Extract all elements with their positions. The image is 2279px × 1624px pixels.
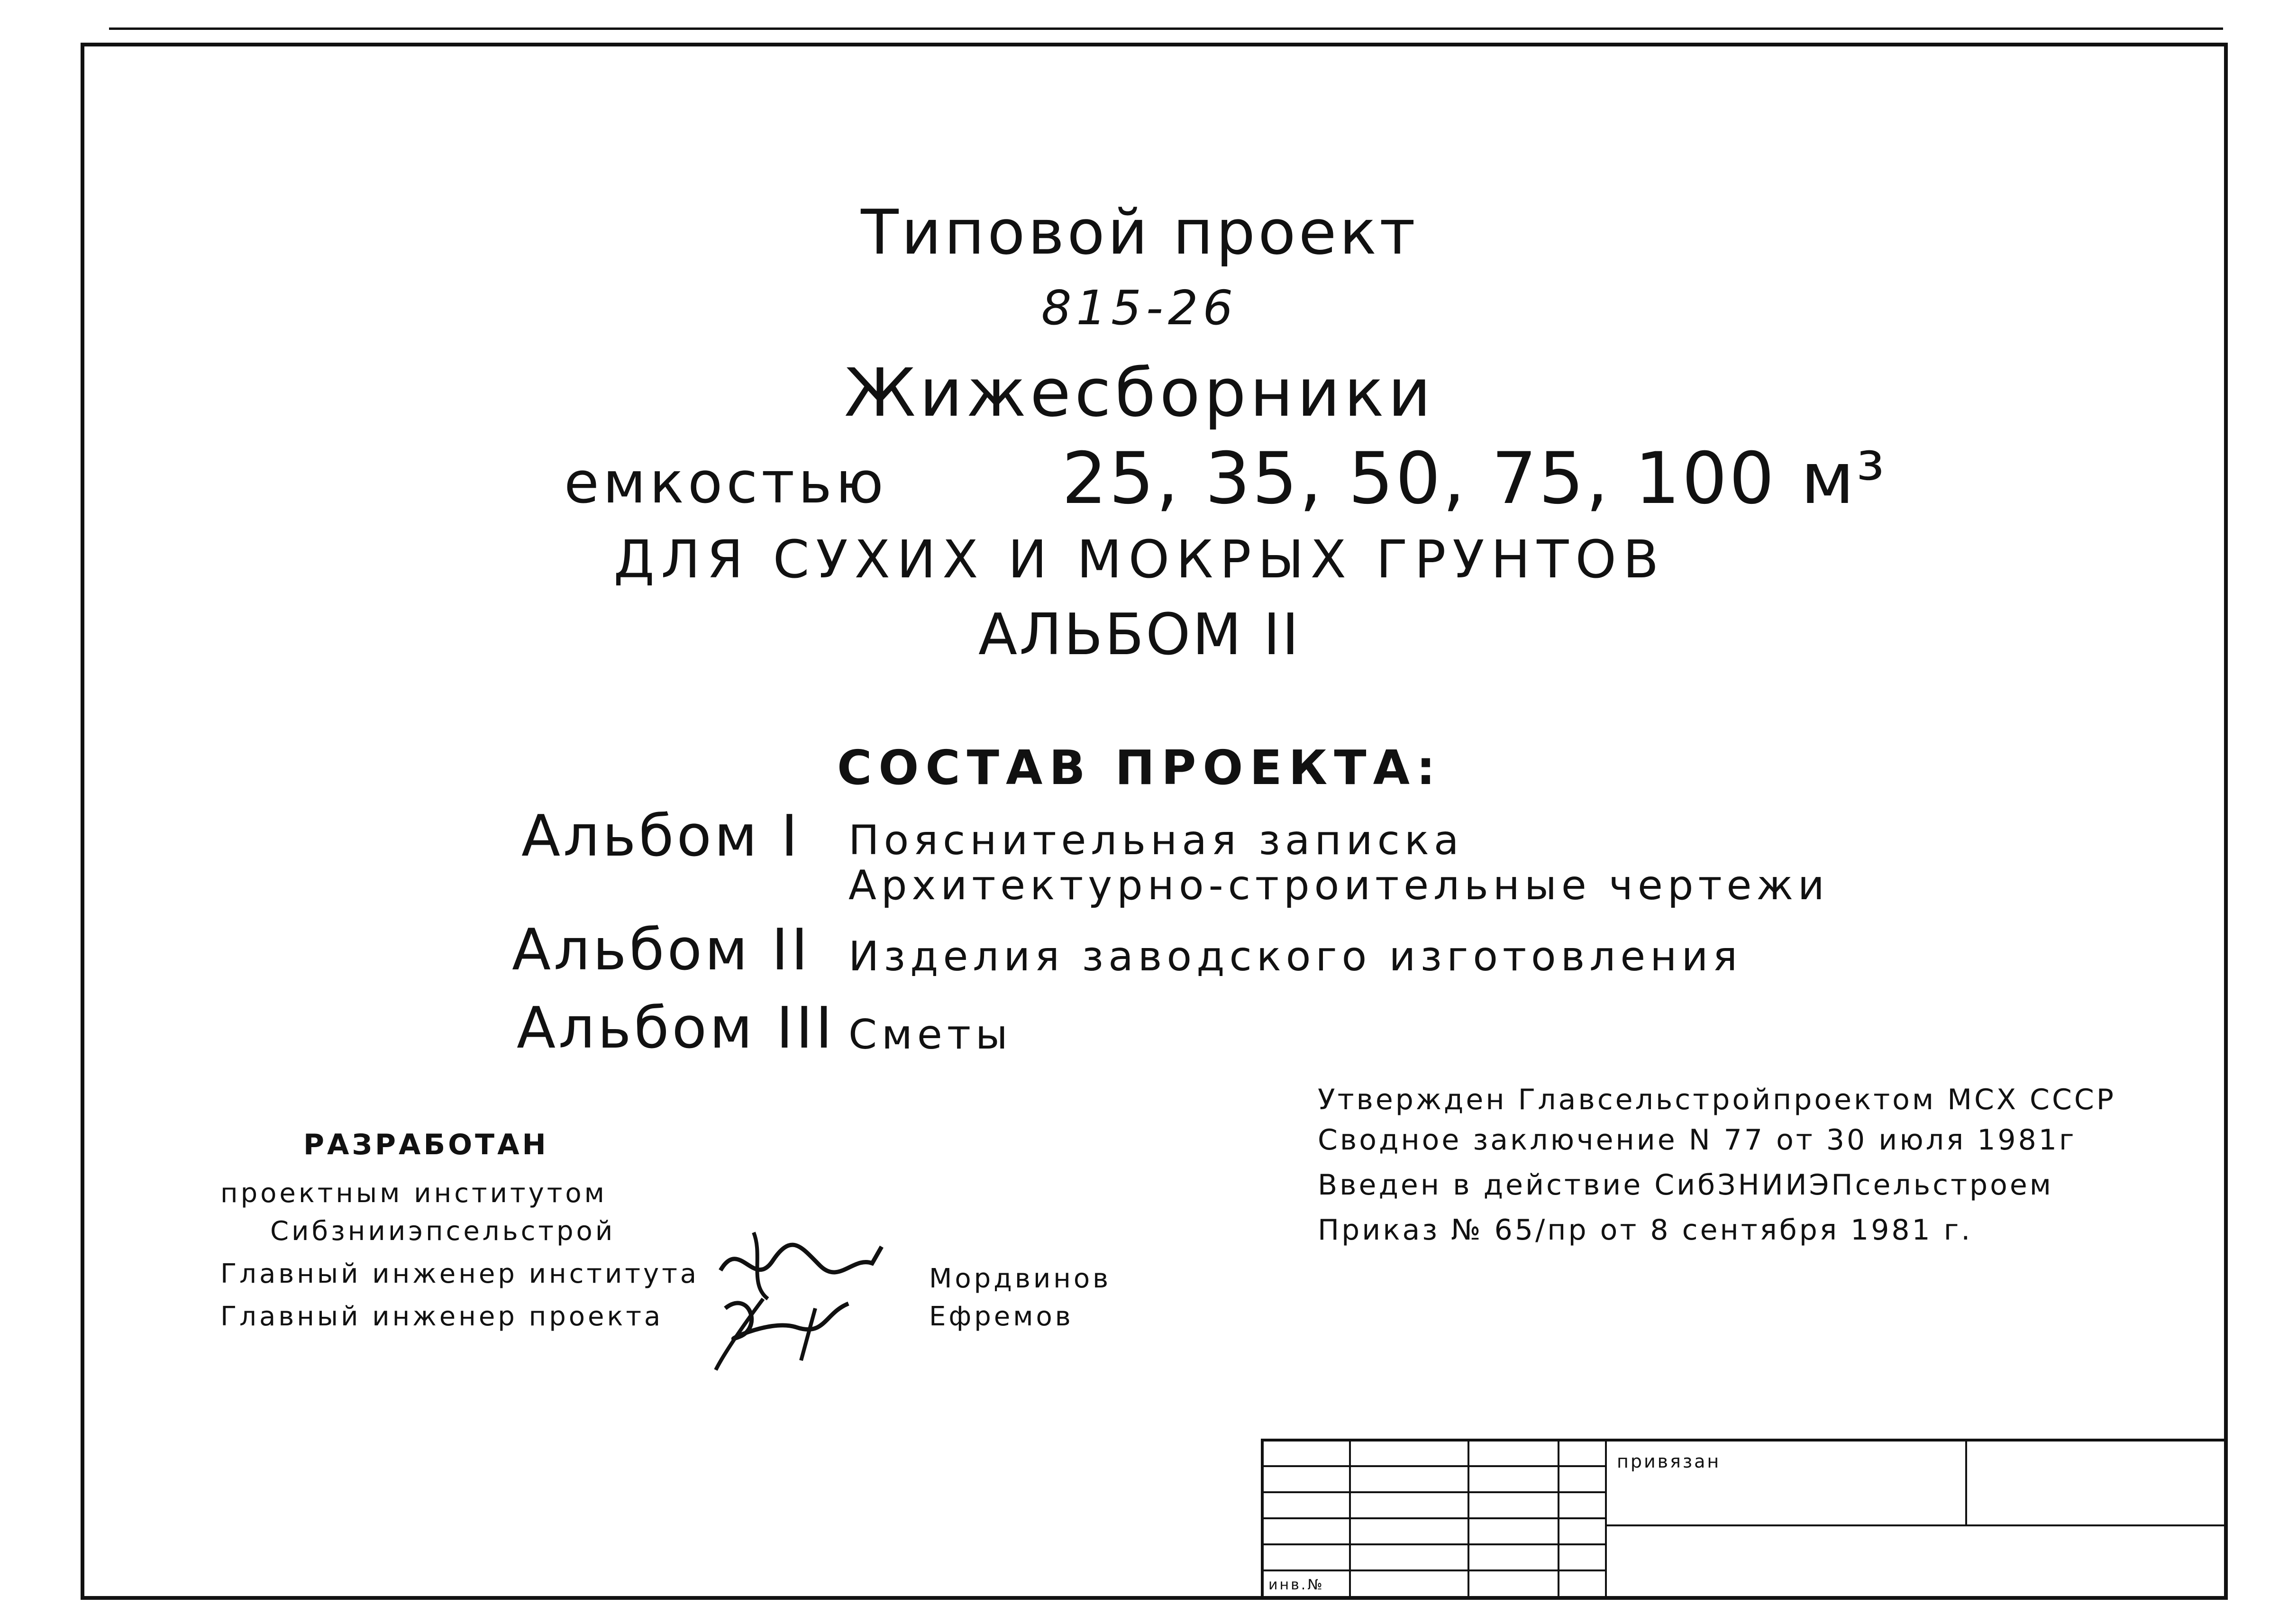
developer-heading: РАЗРАБОТАН: [303, 1128, 549, 1161]
capacity-label: емкостью: [564, 450, 887, 516]
stamp-inv-label: инв.№: [1268, 1577, 1324, 1593]
project-code: 815-26: [1041, 280, 1238, 336]
approval-line-1: Утвержден Главсельстройпроектом МСХ СССР: [1318, 1083, 2116, 1116]
chief-institute-name: Мордвинов: [929, 1263, 1112, 1294]
stamp-table: [1261, 1439, 2228, 1600]
soil-types: ДЛЯ СУХИХ И МОКРЫХ ГРУНТОВ: [613, 529, 1666, 590]
album-1-label: Альбом I: [521, 803, 801, 869]
approval-line-4: Приказ № 65/пр от 8 сентября 1981 г.: [1318, 1213, 1973, 1247]
doc-type: Типовой проект: [861, 196, 1418, 268]
developer-institute: Сибзнииэпсельстрой: [270, 1216, 616, 1247]
approval-line-3: Введен в действие СибЗНИИЭПсельстроем: [1318, 1168, 2054, 1202]
album-2-label: Альбом II: [512, 917, 811, 983]
album-2-line-1: Изделия заводского изготовления: [848, 933, 1742, 980]
album-1-line-2: Архитектурно-строительные чертежи: [848, 862, 1829, 909]
chief-project-name: Ефремов: [929, 1301, 1074, 1332]
composition-heading: СОСТАВ ПРОЕКТА:: [837, 740, 1442, 795]
approval-line-2: Сводное заключение N 77 от 30 июля 1981г: [1318, 1123, 2077, 1157]
chief-project-role: Главный инженер проекта: [220, 1301, 664, 1332]
album-1-line-1: Пояснительная записка: [848, 817, 1464, 864]
signature-efremov: [706, 1280, 877, 1375]
chief-institute-role: Главный инженер института: [220, 1259, 700, 1289]
capacity-values: 25, 35, 50, 75, 100 м³: [1062, 438, 1887, 520]
current-album: АЛЬБОМ II: [978, 602, 1301, 668]
album-3-label: Альбом III: [517, 995, 835, 1061]
project-name: Жижесборники: [844, 355, 1435, 432]
album-3-line-1: Сметы: [848, 1011, 1012, 1058]
stamp-linked-label: привязан: [1617, 1451, 1721, 1472]
top-edge-line: [109, 27, 2223, 30]
developer-line-1: проектным институтом: [220, 1178, 607, 1209]
